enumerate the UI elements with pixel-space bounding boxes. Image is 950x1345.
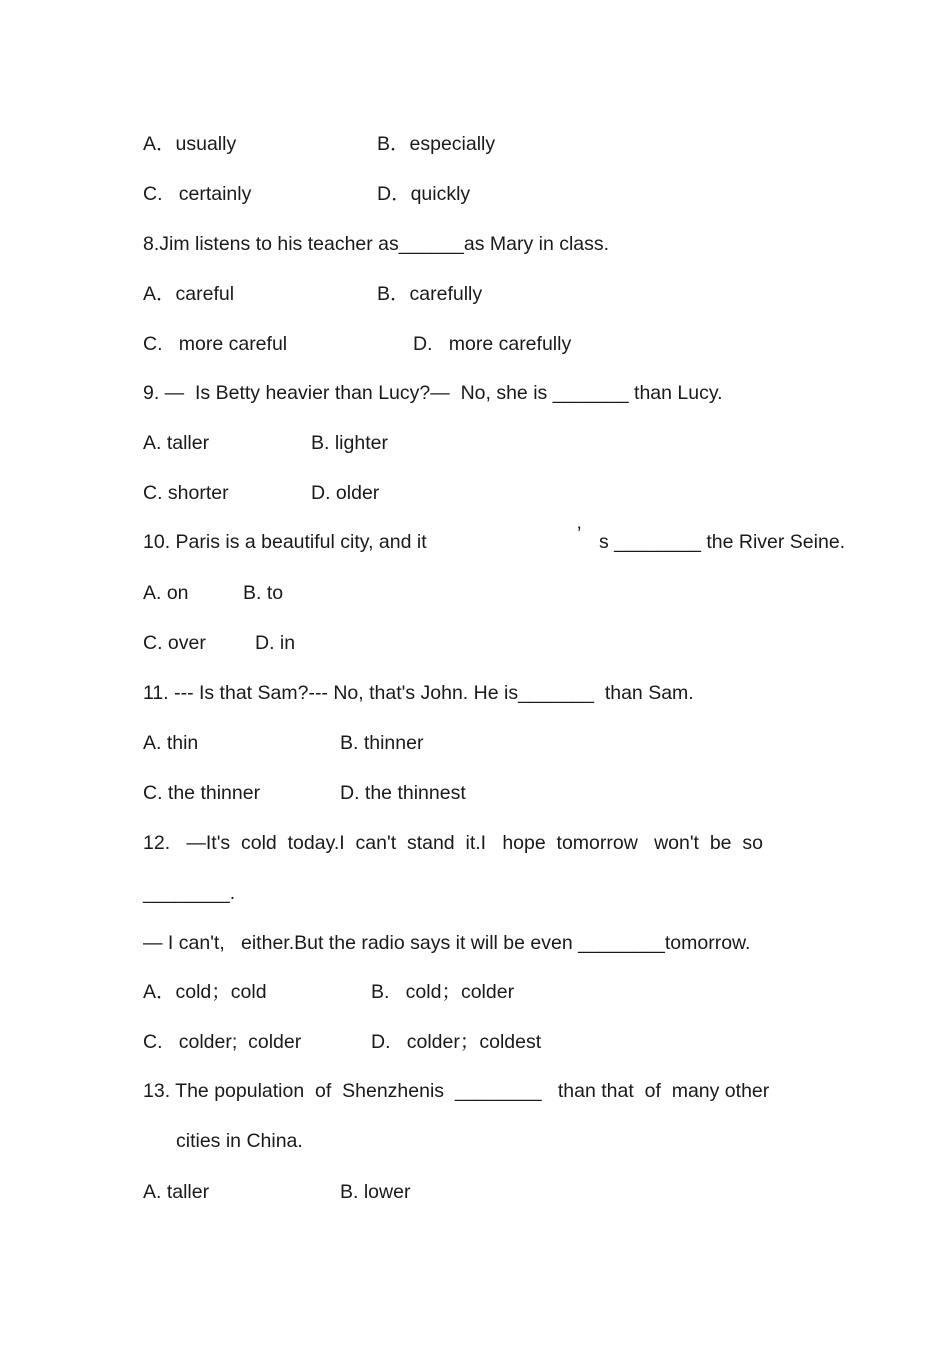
q9-stem: 9. — Is Betty heavier than Lucy?— No, she is _______ than Lucy.: [143, 382, 723, 404]
q10-option-c: C. over: [143, 632, 206, 654]
q9-option-c: C. shorter: [143, 482, 229, 504]
q11-option-a: A. thin: [143, 732, 199, 754]
q12-option-a: A．cold；cold: [143, 981, 267, 1003]
q7-option-a: A．usually: [143, 133, 237, 155]
q8-option-a: A．careful: [143, 283, 235, 305]
q12-stem-line2: ________.: [143, 882, 236, 904]
q8-option-c: C. more careful: [143, 333, 288, 355]
q12-option-b: B. cold；colder: [371, 981, 515, 1003]
q11-stem: 11. --- Is that Sam?--- No, that's John. He is_______ than Sam.: [143, 682, 694, 704]
q10-option-d: D. in: [255, 632, 296, 654]
q11-option-c: C. the thinner: [143, 782, 261, 804]
q10-stem-right: s ________ the River Seine.: [599, 531, 846, 553]
q8-stem: 8.Jim listens to his teacher as______as Mary in class.: [143, 233, 610, 255]
q9-option-a: A. taller: [143, 432, 210, 454]
q12-option-c: C. colder; colder: [143, 1031, 302, 1053]
q9-option-d: D. older: [311, 482, 380, 504]
q11-option-b: B. thinner: [340, 732, 424, 754]
q13-stem-line2: cities in China.: [176, 1130, 303, 1152]
q7-option-b: B．especially: [377, 133, 496, 155]
q13-option-b: B. lower: [340, 1181, 411, 1203]
q13-option-a: A. taller: [143, 1181, 210, 1203]
q10-stem-left: 10. Paris is a beautiful city, and it: [143, 531, 427, 553]
q12-stem-line1: 12. —It's cold today.I can't stand it.I hope tomorrow won't be so: [143, 832, 763, 854]
q10-option-a: A. on: [143, 582, 189, 604]
q10-option-b: B. to: [243, 582, 284, 604]
q10-apostrophe: ’: [577, 523, 582, 545]
q12-option-d: D. colder；coldest: [371, 1031, 542, 1053]
q12-stem-line3: — I can't, either.But the radio says it will be even ________tomorrow.: [143, 932, 751, 954]
q7-option-c: C. certainly: [143, 183, 252, 205]
q9-option-b: B. lighter: [311, 432, 388, 454]
q7-option-d: D．quickly: [377, 183, 471, 205]
q8-option-d: D. more carefully: [413, 333, 572, 355]
q11-option-d: D. the thinnest: [340, 782, 466, 804]
q13-stem-line1: 13. The population of Shenzhenis ________ than that of many other: [143, 1080, 770, 1102]
q8-option-b: B．carefully: [377, 283, 483, 305]
